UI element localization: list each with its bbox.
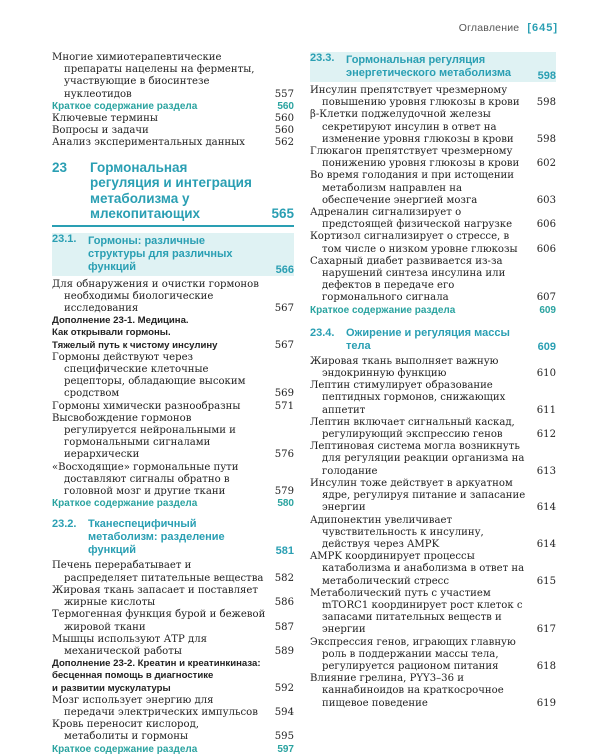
entry-title: Вопросы и задачи — [52, 125, 149, 137]
entry-page: 597 — [277, 743, 294, 755]
entry-title: Адипонектин увеличивает чувствительность к инсулину, действуя через AMPK — [310, 514, 484, 550]
toc-entry — [52, 609, 294, 633]
entry-page: 587 — [274, 621, 294, 633]
entry-title: Лептин включает сигнальный каскад, регулирующий экспрессию генов — [310, 416, 515, 441]
toc-entry — [310, 441, 556, 478]
toc-entry — [52, 327, 294, 339]
toc-entry — [52, 683, 294, 695]
entry-title: Краткое содержание раздела — [52, 743, 198, 755]
section-summary-entry — [52, 498, 294, 510]
chapter-page: 565 — [271, 205, 294, 221]
toc-entry — [52, 695, 294, 719]
entry-page: 618 — [536, 660, 556, 672]
toc-entry — [52, 462, 294, 499]
toc-entry — [52, 137, 294, 149]
entry-title: Как открывали гормоны. — [52, 327, 171, 339]
entry-title: Метаболический путь с участием mTORC1 координирует рост клеток с запасами питательных веществ и энергии — [310, 587, 523, 636]
entry-title: Мышцы используют АТР для механической работы — [52, 633, 207, 657]
section-summary-entry — [310, 305, 556, 317]
entry-title: Кортизол сигнализирует о стрессе, в том числе о низком уровне глюкозы — [310, 231, 518, 255]
toc-entry — [310, 356, 556, 380]
toc-entry — [52, 315, 294, 327]
section-page: 609 — [537, 340, 556, 353]
toc-entry-list — [52, 52, 294, 150]
toc-entry — [310, 146, 556, 170]
entry-title: Инсулин препятствует чрезмерному повышению уровня глюкозы в крови — [310, 85, 520, 109]
toc-entry — [52, 719, 294, 743]
entry-page: 615 — [536, 575, 556, 587]
entry-page: 619 — [536, 697, 556, 709]
header-title: Оглавление — [458, 22, 520, 34]
section-title: Гормональная регуляция энергетического метаболизма — [346, 54, 511, 79]
toc-entry — [310, 170, 556, 207]
toc-entry — [310, 551, 556, 588]
entry-page: 606 — [536, 243, 556, 255]
section-heading — [310, 327, 556, 353]
entry-page: 606 — [536, 219, 556, 231]
entry-title: Ключевые термины — [52, 113, 158, 125]
entry-title: Мозг использует энергию для передачи электрических импульсов — [52, 694, 258, 718]
toc-entry — [310, 207, 556, 231]
toc-entry — [310, 85, 556, 109]
entry-title: Многие химиотерапевтические препараты нацелены на ферменты, участвующие в биосинтезе нуклеотидов — [52, 52, 255, 100]
entry-title: Дополнение 23-2. Креатин и креатинкиназа: — [52, 658, 261, 670]
entry-page: 609 — [539, 304, 556, 316]
entry-title: Во время голодания и при истощении метаболизм направлен на обеспечение энергией мозга — [310, 170, 515, 206]
entry-page: 580 — [277, 498, 294, 510]
entry-page: 603 — [536, 194, 556, 206]
entry-page: 562 — [274, 137, 294, 149]
entry-title: бесценная помощь в диагностике — [52, 670, 214, 682]
toc-entry — [310, 588, 556, 637]
toc-entry — [310, 673, 556, 710]
chapter-title: Гормональная регуляция и интеграция метаболизма у млекопитающих — [90, 159, 252, 222]
toc-entry — [310, 637, 556, 674]
entry-title: Краткое содержание раздела — [310, 304, 456, 316]
toc-entry — [310, 417, 556, 441]
toc-entry — [52, 340, 294, 352]
entry-title: Термогенная функция бурой и бежевой жировой ткани — [52, 609, 266, 633]
toc-entry — [52, 352, 294, 401]
entry-title: и развитии мускулатуры — [52, 682, 171, 694]
entry-page: 579 — [274, 486, 294, 498]
entry-title: Жировая ткань выполняет важную эндокринную функцию — [310, 355, 499, 380]
entry-title: Гормоны химически разнообразны — [52, 400, 241, 412]
entry-title: Кровь переносит кислород, метаболиты и гормоны — [52, 719, 199, 743]
chapter-rule — [52, 225, 294, 227]
entry-page: 613 — [536, 465, 556, 477]
toc-entry-list — [310, 85, 556, 317]
chapter-heading — [52, 160, 294, 222]
toc-entry — [52, 658, 294, 670]
entry-page: 560 — [274, 125, 294, 137]
entry-title: AMPK координирует процессы катаболизма и анаболизма в ответ на метаболический стресс — [310, 551, 525, 587]
entry-page: 610 — [536, 368, 556, 380]
header-page-number: [645] — [527, 22, 558, 34]
toc-entry — [52, 413, 294, 462]
toc-entry — [52, 670, 294, 682]
entry-page: 592 — [274, 682, 294, 694]
entry-title: Сахарный диабет развивается из-за нарушений синтеза инсулина или дефектов в передаче его гормонального сигнала — [310, 255, 506, 304]
entry-title: Глюкагон препятствует чрезмерному понижению уровня глюкозы в крови — [310, 146, 520, 170]
section-page: 566 — [275, 263, 294, 276]
toc-entry — [310, 380, 556, 417]
entry-page: 582 — [274, 572, 294, 584]
entry-title: Инсулин тоже действует в аркуатном ядре, регулируя питание и запасание энергии — [310, 477, 526, 514]
toc-entry — [310, 515, 556, 552]
entry-page: 612 — [536, 429, 556, 441]
entry-page: 614 — [536, 502, 556, 514]
entry-title: Для обнаружения и очистки гормонов необходимы биологические исследования — [52, 278, 259, 315]
section-title: Гормоны: различные структуры для различных функций — [88, 234, 233, 273]
entry-title: Краткое содержание раздела — [52, 100, 198, 112]
section-number: 23.3. — [310, 52, 335, 64]
section-summary-entry — [52, 101, 294, 113]
toc-entry — [52, 279, 294, 316]
entry-page: 602 — [536, 158, 556, 170]
entry-page: 614 — [536, 538, 556, 550]
toc-entry — [52, 125, 294, 137]
entry-page: 611 — [536, 404, 556, 416]
toc-entry-list — [52, 279, 294, 511]
entry-title: Тяжелый путь к чистому инсулину — [52, 339, 218, 351]
toc-entry — [52, 401, 294, 413]
entry-title: Лептиновая система могла возникнуть для регуляции реакции организма на голодание — [310, 441, 525, 477]
entry-page: 557 — [274, 88, 294, 100]
toc-entry — [52, 560, 294, 584]
toc-entry — [310, 231, 556, 255]
entry-title: Жировая ткань запасает и поставляет жирные кислоты — [52, 584, 258, 609]
section-title: Тканеспецифичный метаболизм: разделение функций — [88, 518, 225, 557]
toc-left-column — [52, 52, 294, 756]
entry-title: Анализ экспериментальных данных — [52, 137, 245, 149]
entry-title: Высвобождение гормонов регулируется нейрональными и гормональными сигналами иерархически — [52, 412, 236, 461]
section-title: Ожирение и регуляция массы тела — [346, 326, 510, 352]
chapter-number: 23 — [52, 159, 68, 175]
entry-page: 607 — [536, 292, 556, 304]
entry-page: 617 — [536, 624, 556, 636]
entry-title: Гормоны действуют через специфические клеточные рецепторы, обладающие высоким сродством — [52, 351, 246, 400]
entry-page: 598 — [536, 133, 556, 145]
toc-entry — [52, 585, 294, 609]
entry-page: 598 — [536, 97, 556, 109]
section-number: 23.1. — [52, 232, 77, 245]
entry-page: 569 — [274, 388, 294, 400]
section-page: 581 — [275, 545, 294, 558]
toc-entry — [310, 109, 556, 146]
section-number: 23.2. — [52, 518, 77, 531]
entry-page: 571 — [274, 400, 294, 412]
section-number: 23.4. — [310, 326, 335, 339]
toc-entry — [310, 478, 556, 515]
running-header — [459, 18, 558, 38]
entry-title: Дополнение 23-1. Медицина. — [52, 315, 189, 327]
entry-page: 576 — [274, 449, 294, 461]
entry-title: Лептин стимулирует образование пептидных гормонов, снижающих аппетит — [310, 380, 506, 416]
entry-title: Печень перерабатывает и распределяет питательные вещества — [52, 560, 264, 584]
entry-title: «Восходящие» гормональные пути доставляют сигналы обратно в головной мозг и другие ткани — [52, 461, 239, 498]
toc-entry — [52, 52, 294, 101]
entry-title: Краткое содержание раздела — [52, 498, 198, 510]
section-page: 598 — [537, 70, 556, 82]
entry-title: β-Клетки поджелудочной железы секретируют инсулин в ответ на изменение уровня глюкозы в крови — [310, 109, 514, 145]
toc-right-column — [310, 52, 556, 710]
entry-page: 586 — [274, 597, 294, 609]
entry-page: 560 — [277, 100, 294, 112]
entry-page: 594 — [274, 706, 294, 718]
section-heading — [52, 518, 294, 557]
toc-entry-list — [310, 356, 556, 710]
toc-entry — [310, 256, 556, 305]
section-heading — [52, 233, 294, 276]
entry-title: Адреналин сигнализирует о предстоящей физической нагрузке — [310, 207, 513, 231]
section-heading — [310, 52, 556, 82]
entry-page: 560 — [274, 113, 294, 125]
entry-page: 567 — [274, 303, 294, 315]
toc-entry-list — [52, 560, 294, 755]
toc-entry — [52, 634, 294, 658]
entry-page: 589 — [274, 645, 294, 657]
entry-page: 567 — [274, 339, 294, 351]
entry-page: 595 — [274, 731, 294, 743]
toc-entry — [52, 113, 294, 125]
entry-title: Влияние грелина, PYY3–36 и каннабиноидов на краткосрочное пищевое поведение — [310, 673, 504, 709]
entry-title: Экспрессия генов, играющих главную роль в поддержании массы тела, регулируется рационом питания — [310, 636, 516, 672]
